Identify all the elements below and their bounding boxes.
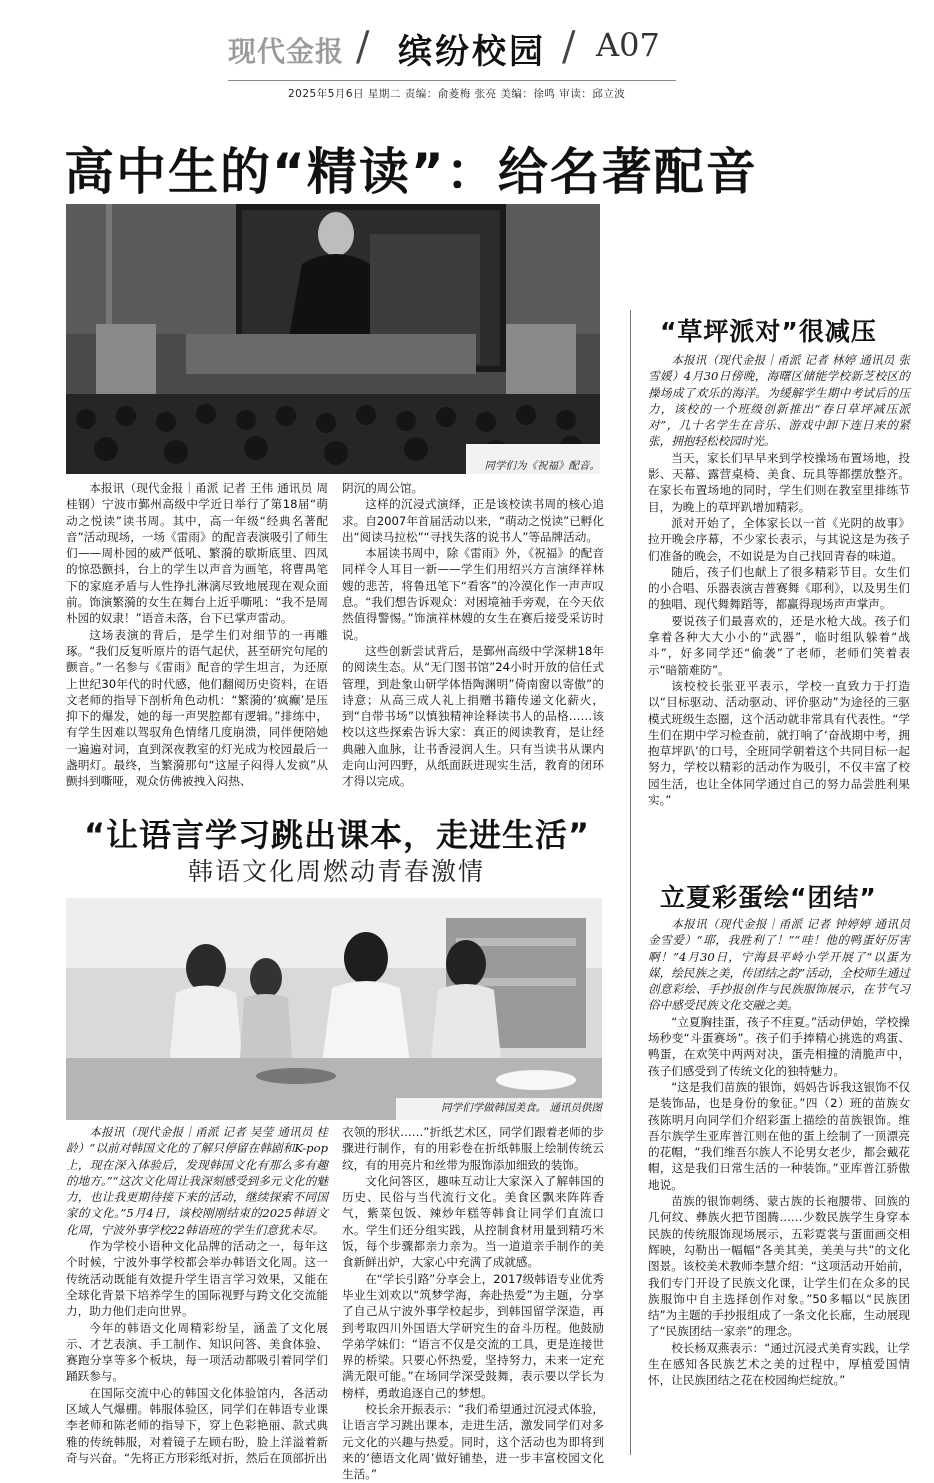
article3-paragraph: 衣领的形状……”折纸艺术区，同学们跟着老师的步骤进行制作，有的用彩卷在折纸韩服上绘制传统云纹，有的用亮片和丝带为服饰添加细致的装饰。: [342, 1125, 604, 1172]
article2-paragraph: 该校校长张亚平表示，学校一直致力于打造以“目标驱动、活动驱动、评价驱动”为途径的三驱模式班级生态圈，这个活动就非常具有代表性。“学生们在期中学习检查前，就打响了‘奋战期中考，拥抱草坪趴’的口号，全班同学朝着这个共同目标一起努力，学校以精彩的活动作为吸引，不仅丰富了校园生活，也让全体同学通过自己的努力品尝胜利果实。”: [648, 678, 910, 808]
article1-paragraph: 这场表演的背后，是学生们对细节的一再雕琢。“我们反复听原片的语气起伏，甚至研究句尾的颤音。”一名参与《雷雨》配音的学生坦言，为还原上世纪30年代的时代感，他们翻阅历史资料，在语文老师的指导下剖析角色动机：“繁漪的‘疯癫’是压抑下的爆发，她的每一声哭腔都有逻辑。”排练中，有学生因难以驾驭角色情绪几度崩溃，同伴便陪她一遍遍对词，直到深夜教室的灯光成为校园最后一盏明灯。最终，当繁漪那句“这屋子闷得人发疯”从颤抖到嘶哑，观众仿佛被拽入闷热、: [66, 627, 328, 789]
issue-meta: 2025年5月6日 星期二 责编：俞菱梅 张亮 美编：徐鸣 审读：邱立波: [288, 88, 626, 100]
section-title: 缤纷校园: [398, 32, 546, 72]
dubbing-stage-photo-graphic: [66, 204, 600, 474]
article2-paragraph: 要说孩子们最喜欢的，还是水枪大战。孩子们拿着各种大大小小的“武器”，临时组队躲着“战斗”，好多同学还“偷袭”了老师，老师们笑着表示“暗箭难防”。: [648, 613, 910, 677]
article3-column-1: [66, 1124, 328, 1466]
article3-paragraph: 作为学校小语种文化品牌的活动之一，每年这个时候，宁波外事学校都会举办韩语文化周。这一传统活动既能有效提升学生语言学习效果，又能在全球化背景下培养学生的国际视野与跨文化交流能力，助力他们走向世界。: [66, 1239, 328, 1319]
article4-paragraph: 校长杨双燕表示：“通过沉浸式美育实践，让学生在感知各民族艺术之美的过程中，厚植爱国情怀，让民族团结之花在校园绚烂绽放。”: [648, 1340, 910, 1388]
article2-title: “草坪派对”很减压: [660, 317, 877, 346]
article2-paragraph: 派对开始了，全体家长以一首《光阴的故事》拉开晚会序幕，不少家长表示，与其说这是为孩子们准备的晚会，不如说是为自己找回青春的味道。: [648, 515, 910, 563]
article1-paragraph: 本报讯（现代金报｜甬派 记者 王伟 通讯员 周桂钢）宁波市鄞州高级中学近日举行了第18届“萌动之悦读”读书周。其中，高一年级“经典名著配音”活动现场，一场《雷雨》的配音表演吸引了师生们——周朴园的威严低吼、繁漪的歇斯底里、四凤的惊恐颤抖，台上的学生以声音为画笔，将曹禺笔下的家庭矛盾与人性挣扎淋漓尽致地展现在观众面前。饰演繁漪的女生在舞台上近乎嘶吼：“我不是周朴园的奴隶！”语音未落，台下已掌声雷动。: [66, 481, 328, 626]
newspaper-brand: 现代金报: [228, 35, 345, 68]
article3-subtitle: 韩语文化周燃动青春激情: [188, 857, 486, 886]
article4-paragraph: “这是我们苗族的银饰，妈妈告诉我这银饰不仅是装饰品，也是身份的象征。”四（2）班的苗族女孩陈明月向同学们介绍彩蛋上描绘的苗族银饰。维吾尔族学生亚库普江则在他的蛋上绘制了一顶漂亮的花帽，“我们维吾尔族人不论男女老少，都会戴花帽，这是我们日常生活的一种装饰。”亚库普江骄傲地说。: [648, 1079, 910, 1192]
article1-paragraph: 本届读书周中，除《雷雨》外，《祝福》的配音同样令人耳目一新——学生们用绍兴方言演绎祥林嫂的悲苦，将鲁迅笔下“看客”的冷漠化作一声声叹息。“我们想告诉观众：对困境袖手旁观，在今天依然值得警惕。”饰演祥林嫂的女生在赛后接受采访时说。: [342, 546, 604, 642]
article1-paragraph: 这些创新尝试背后，是鄞州高级中学深耕18年的阅读生态。从“无门图书馆”24小时开放的信任式管理，到赴象山研学体悟陶渊明”倚南窗以寄傲”的诗意；从高三成人礼上捐赠书籍传递文化薪火，到“自带书场”以慎独精神诠释读书人的品格……该校以这些探索告诉大家：真正的阅读教育，是让经典融入血脉，让书香浸润人生。只有当读书从课内走向山河四野，从纸面跃进现实生活，教育的闭环才得以完成。: [342, 643, 604, 789]
page-number: A07: [596, 26, 660, 64]
article2-body: [648, 352, 910, 808]
article3-column-2: [342, 1124, 604, 1483]
article3-photo-caption: 同学们学做韩国美食。 通讯员供图: [441, 1102, 602, 1114]
article4-body: [648, 916, 910, 1389]
article3-paragraph: 文化问答区，趣味互动让大家深入了解韩国的历史、民俗与当代流行文化。美食区飘来阵阵香气，紫菜包饭、辣炒年糕等韩食让同学们直流口水。学生们还分组实践，从控制食材用量到精巧米饭，每个步骤都亲力亲为。当一道道亲手制作的美食新鲜出炉，大家心中充满了成就感。: [342, 1173, 604, 1270]
header-divider: [228, 80, 676, 81]
column-divider: [630, 310, 631, 1455]
article1-headline: 高中生的“精读”：给名著配音: [64, 143, 758, 201]
article1-paragraph: 这样的沉浸式演绎，正是该校读书周的核心追求。自2007年首届活动以来，“萌动之悦读”已孵化出“阅读马拉松”“寻找失落的说书人”等品牌活动。: [342, 497, 604, 544]
article3-photo: [66, 898, 602, 1120]
article2-paragraph: 当天，家长们早早来到学校操场布置场地，投影、天幕、露营桌椅、美食、玩具等都摆放整齐。在家长布置场地的同时，学生们则在教室里排练节目，为晚上的草坪趴增加精彩。: [648, 450, 910, 514]
article2-paragraph: 本报讯（现代金报｜甬派 记者 林婷 通讯员 张雪媛）4月30日傍晚，海曙区储能学校新芝校区的操场成了欢乐的海洋。为缓解学生期中考试后的压力，该校的一个班级创新推出“春日草坪减压派对”，几十名学生在音乐、游戏中卸下连日来的紧张，拥抱轻松校园时光。: [648, 353, 910, 449]
article4-title: 立夏彩蛋绘“团结”: [660, 883, 877, 912]
header-slash: /: [356, 24, 370, 70]
article3-paragraph: 在“学长引路”分享会上，2017级韩语专业优秀毕业生刘欢以“筑梦学海，奔赴热爱”为主题，分享了自己从宁波外事学校起步，到韩国留学深造，再到考取四川外国语大学研究生的奋斗历程。他鼓励学弟学妹们：“语言不仅是交流的工具，更是连接世界的桥梁。只要心怀热爱，坚持努力，未来一定充满无限可能。”在场同学深受鼓舞，表示要以学长为榜样，勇敢追逐自己的梦想。: [342, 1271, 604, 1400]
article2-paragraph: 随后，孩子们也献上了很多精彩节目。女生们的小合唱、乐器表演吉普赛舞《耶利》，以及男生们的独唱、现代舞舞蹈等，都赢得现场声声掌声。: [648, 564, 910, 612]
article4-paragraph: 苗族的银饰刺绣、蒙古族的长袍腰带、回族的几何纹、彝族火把节图腾……少数民族学生身穿本民族的传统服饰现场展示，五彩霓裳与蛋面画交相辉映，勾勒出一幅幅“各美其美，美美与共”的文化图景。该校美术教师李慧介绍：“这项活动开始前，我们专门开设了民族文化课，让学生们在众多的民族服饰中自主选择创作对象。”50多幅以“民族团结”为主题的手抄报组成了一条文化长廊，生动展现了“民族团结一家亲”的理念。: [648, 1194, 910, 1339]
article4-paragraph: “立夏胸挂蛋，孩子不疰夏。”活动伊始，学校操场秒变“斗蛋赛场”。孩子们手捧精心挑选的鸡蛋、鸭蛋，在欢笑中两两对决，蛋壳相撞的清脆声中，孩子们感受到了传统文化的独特魅力。: [648, 1014, 910, 1078]
article3-paragraph: 在国际交流中心的韩国文化体验馆内，各活动区域人气爆棚。韩服体验区，同学们在韩语专业课李老师和陈老师的指导下，穿上色彩艳丽、款式典雅的传统韩服，对着镜子左顾右盼，脸上洋溢着新奇与兴奋。“先将正方形彩纸对折，然后在顶部折出: [66, 1385, 328, 1465]
header-slash: /: [562, 24, 576, 70]
article4-paragraph: 本报讯（现代金报｜甬派 记者 钟婷婷 通讯员 金雪爱）“耶，我胜利了！”“哇！他的鸭蛋好厉害啊！”4月30日，宁海县平岭小学开展了“以蛋为媒，绘民族之美，传团结之韵”活动，全校师生通过创意彩绘、手抄报创作与民族服饰展示，在节气习俗中感受民族文化交融之美。: [648, 917, 910, 1013]
article1-photo-caption: 同学们为《祝福》配音。: [484, 460, 600, 472]
article1-photo: [66, 204, 600, 474]
article3-paragraph: 校长余开振表示：“我们希望通过沉浸式体验，让语言学习跳出课本，走进生活，激发同学们对多元文化的兴趣与热爱。同时，这个活动也为即将到来的‘德语文化周’做好铺垫，进一步丰富校园文化生活。”: [342, 1402, 604, 1482]
article3-paragraph: 今年的韩语文化周精彩纷呈，涵盖了文化展示、才艺表演、手工制作、知识问答、美食体验、赛跑分享等多个板块，每一项活动都吸引着同学们踊跃参与。: [66, 1320, 328, 1384]
cooking-class-photo-graphic: [66, 898, 602, 1120]
article1-column-1: [66, 480, 328, 790]
article3-paragraph: 本报讯（现代金报｜甬派 记者 吴莹 通讯员 桂龄）“以前对韩国文化的了解只停留在韩剧和K-pop上，现在深入体验后，发现韩国文化有那么多有趣的地方。”“这次文化周让我深刻感受到多元文化的魅力，也让我更期待接下来的活动，继续探索不同国家的文化。”5月4日，该校刚刚结束的2025韩语文化周，宁波外事学校22韩语班的学生们意犹未尽。: [66, 1125, 328, 1237]
article1-column-2: [342, 480, 604, 790]
article3-title: “让语言学习跳出课本，走进生活”: [84, 816, 591, 854]
article1-paragraph: 阴沉的周公馆。: [342, 481, 424, 495]
